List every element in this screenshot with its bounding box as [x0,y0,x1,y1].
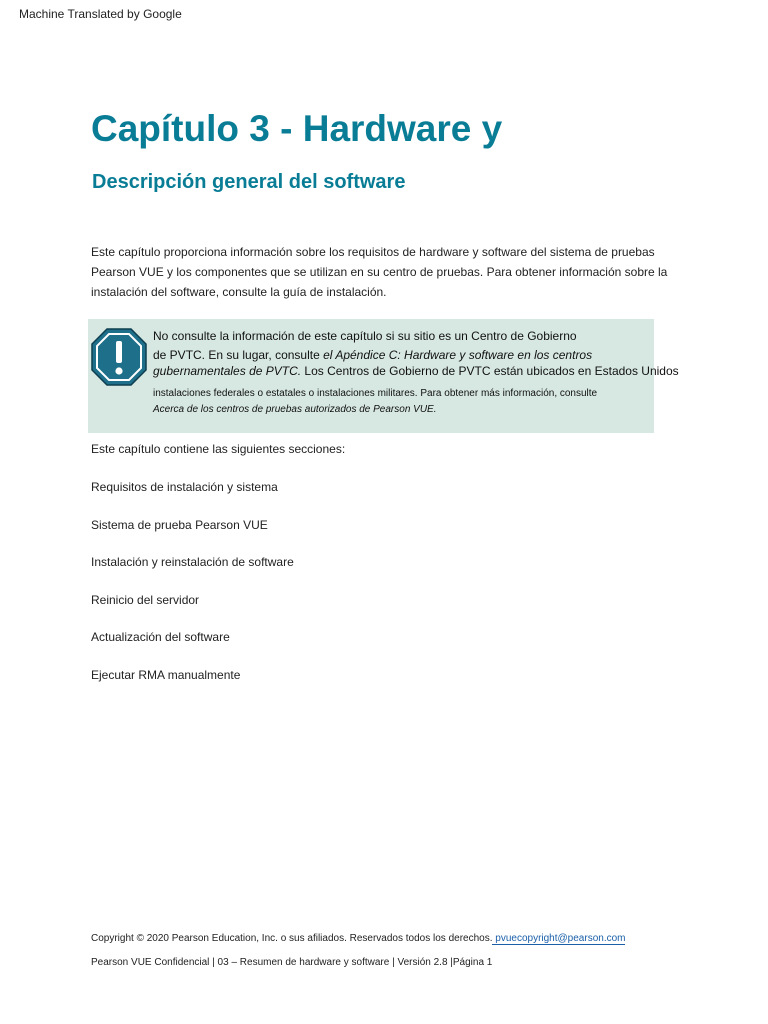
note-callout [88,319,679,433]
note-authorized-centers-reference: Acerca de los centros de pruebas autorizados de Pearson VUE. [153,404,437,415]
note-line-2-text: de PVTC. En su lugar, consulte [153,348,324,362]
footer-copyright [91,933,625,944]
note-line-3 [153,364,679,378]
section-item: Instalación y reinstalación de software [91,555,294,569]
copyright-email-link[interactable]: pvuecopyright@pearson.com [492,933,626,944]
chapter-title: Capítulo 3 - Hardware y [91,108,503,149]
note-line-3-text: Los Centros de Gobierno de PVTC están ubicados en Estados Unidos [301,364,679,378]
section-item: Ejecutar RMA manualmente [91,667,241,682]
section-item: Sistema de prueba Pearson VUE [91,517,268,532]
note-line-1: No consulte la información de este capítulo si su sitio es un Centro de Gobierno [153,329,577,343]
chapter-subtitle: Descripción general del software [92,171,406,193]
section-item: Requisitos de instalación y sistema [91,480,278,494]
section-item: Reinicio del servidor [91,592,200,607]
footer-meta: Pearson VUE Confidencial | 03 – Resumen de hardware y software | Versión 2.8 |Página 1 [91,957,493,968]
section-list [91,479,294,704]
section-item: Actualización del software [91,630,230,644]
note-line-5 [153,404,437,415]
copyright-text: Copyright © 2020 Pearson Education, Inc. o sus afiliados. Reservados todos los derechos. [91,933,493,944]
sections-intro: Este capítulo contiene las siguientes secciones: [91,442,346,456]
note-appendix-reference-cont: gubernamentales de PVTC. [153,364,302,378]
intro-paragraph: Este capítulo proporciona información sobre los requisitos de hardware y software del sistema de pruebas Pearson VUE y los componentes que se utilizan en su centro de pruebas. Para obtener información sobre la instalación del software, consulte la guía de instalación. [91,245,668,299]
note-line-2 [153,348,592,362]
machine-translation-banner: Machine Translated by Google [19,7,182,21]
note-appendix-reference: el Apéndice C: Hardware y software en los centros [323,348,593,362]
note-line-4: instalaciones federales o estatales o instalaciones militares. Para obtener más información, consulte [153,388,598,399]
warning-exclamation-icon [90,327,148,387]
